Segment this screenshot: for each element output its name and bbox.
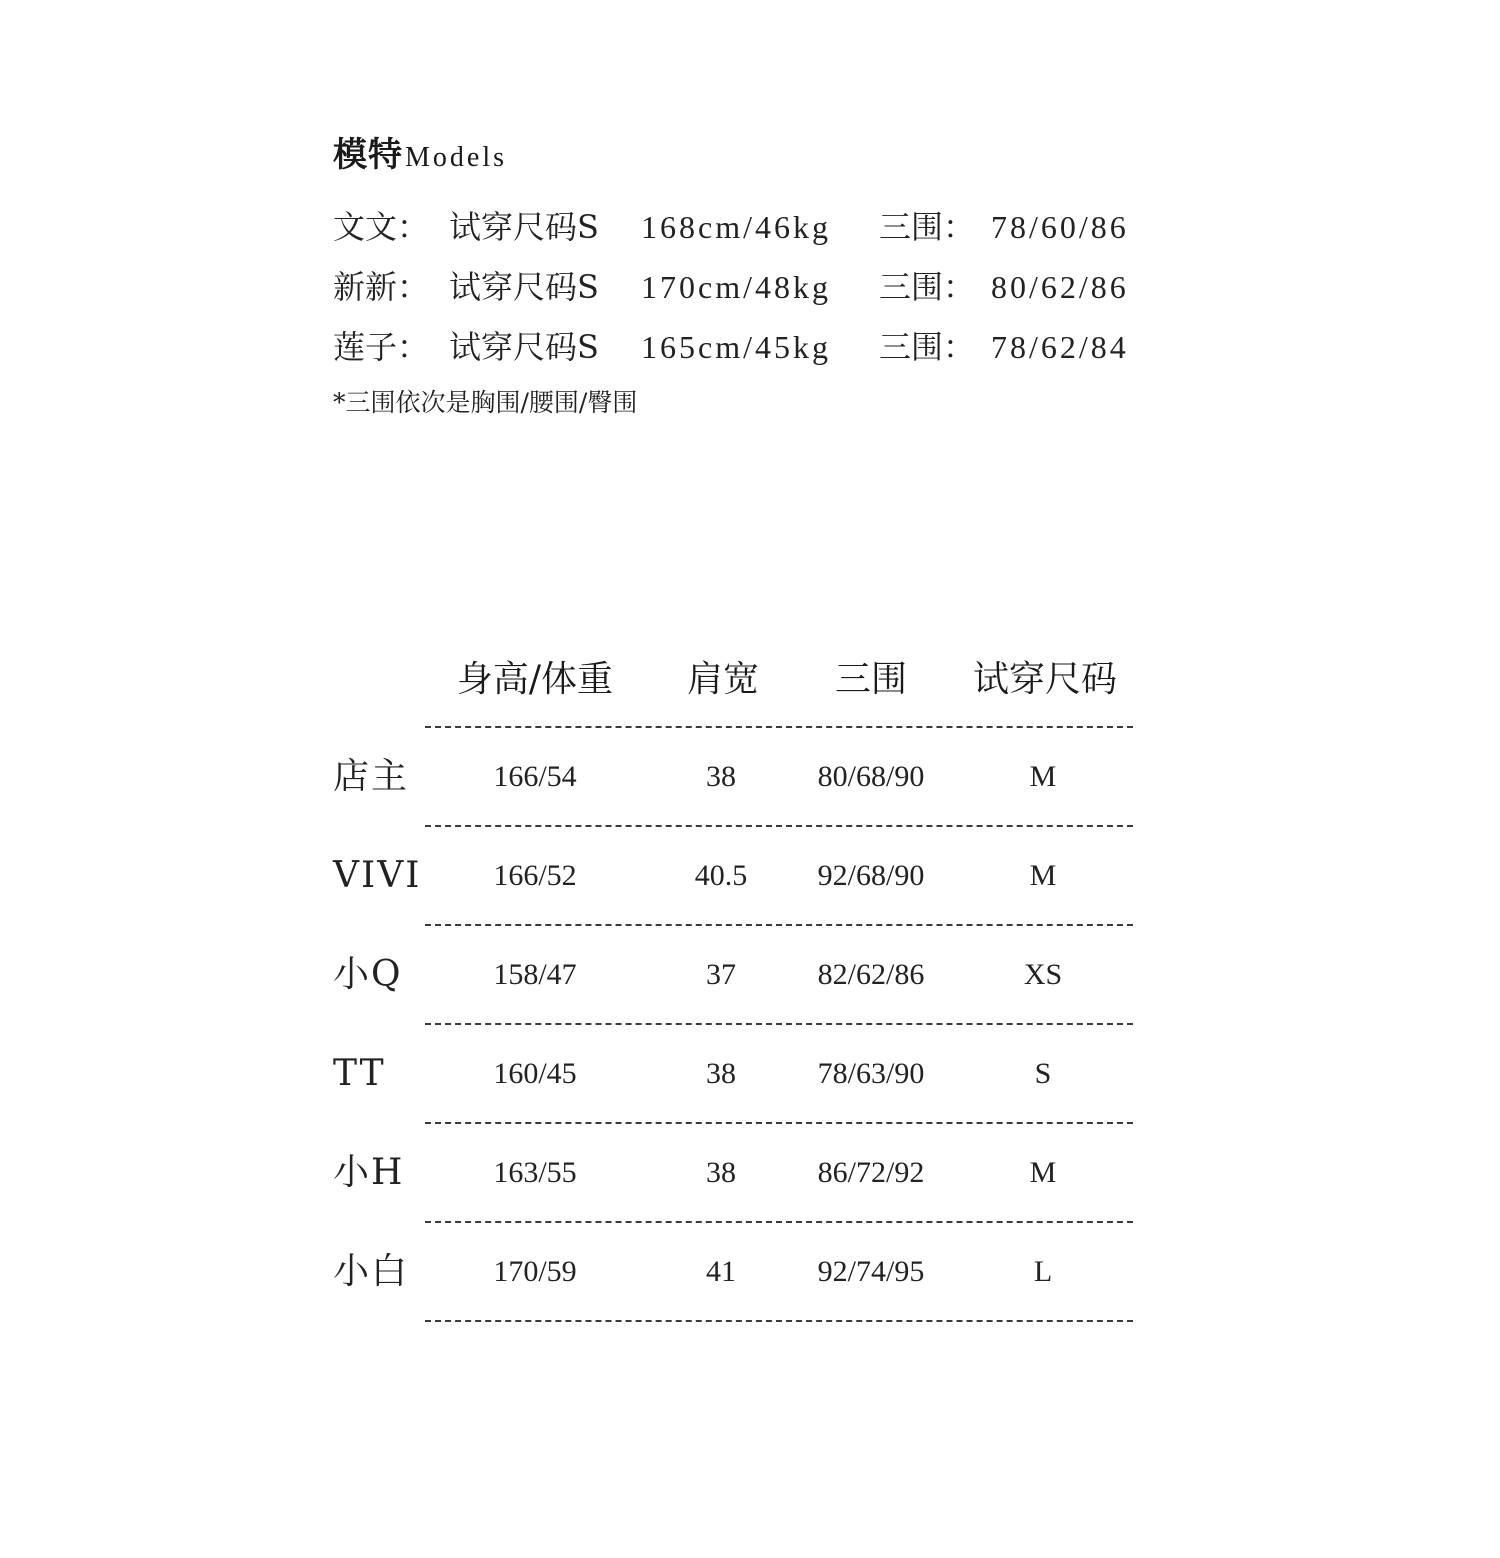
row-name: 店主 xyxy=(333,756,410,797)
model-size: 试穿尺码S xyxy=(449,328,599,366)
row-height-weight: 166/52 xyxy=(493,859,577,892)
row-size: M xyxy=(1029,1156,1057,1189)
row-measurements: 80/68/90 xyxy=(817,760,925,793)
header-size: 试穿尺码 xyxy=(972,659,1117,700)
measurements-note: *三围依次是胸围/腰围/臀围 xyxy=(333,388,638,417)
row-name: 小白 xyxy=(333,1251,410,1292)
row-name: 小H xyxy=(333,1152,405,1193)
model-name: 莲子： xyxy=(333,328,430,366)
model-name: 新新： xyxy=(333,268,430,306)
model-size: 试穿尺码S xyxy=(449,268,599,306)
row-height-weight: 166/54 xyxy=(493,760,577,793)
row-height-weight: 170/59 xyxy=(493,1255,577,1288)
model-height-weight: 170cm/48kg xyxy=(641,269,831,305)
table-row xyxy=(333,728,1133,825)
models-title xyxy=(333,130,1193,180)
model-height-weight: 168cm/46kg xyxy=(641,209,831,245)
row-shoulder: 38 xyxy=(706,1156,736,1189)
models-title-en: Models xyxy=(405,142,507,173)
table-row xyxy=(333,1223,1133,1320)
model-measurements: 78/60/86 xyxy=(991,209,1129,245)
row-shoulder: 38 xyxy=(706,1057,736,1090)
row-height-weight: 158/47 xyxy=(493,958,577,991)
model-measurements: 78/62/84 xyxy=(991,329,1129,365)
row-shoulder: 41 xyxy=(706,1255,736,1288)
row-height-weight: 163/55 xyxy=(493,1156,577,1189)
models-list xyxy=(333,197,1193,377)
size-table xyxy=(333,640,1133,1322)
model-measurements-label: 三围： xyxy=(879,268,976,306)
models-title-zh: 模特 xyxy=(333,135,403,175)
row-measurements: 92/74/95 xyxy=(817,1255,925,1288)
row-measurements: 78/63/90 xyxy=(817,1057,925,1090)
header-height-weight: 身高/体重 xyxy=(456,659,614,700)
row-shoulder: 40.5 xyxy=(694,859,748,892)
row-size: M xyxy=(1029,760,1057,793)
row-measurements: 92/68/90 xyxy=(817,859,925,892)
model-line xyxy=(333,197,1193,257)
model-name: 文文： xyxy=(333,208,430,246)
dashed-divider xyxy=(425,1320,1133,1322)
models-section xyxy=(333,130,1193,423)
header-measurements: 三围 xyxy=(834,659,907,700)
row-height-weight: 160/45 xyxy=(493,1057,577,1090)
model-line xyxy=(333,257,1193,317)
row-measurements: 82/62/86 xyxy=(817,958,925,991)
row-size: S xyxy=(1034,1057,1052,1090)
model-size: 试穿尺码S xyxy=(449,208,599,246)
table-row xyxy=(333,1025,1133,1122)
row-name: VIVI xyxy=(333,855,422,896)
table-row xyxy=(333,827,1133,924)
row-size: L xyxy=(1033,1255,1053,1288)
model-line xyxy=(333,317,1193,377)
row-name: TT xyxy=(333,1053,386,1094)
row-shoulder: 37 xyxy=(706,958,736,991)
row-size: XS xyxy=(1023,958,1063,991)
row-name: 小Q xyxy=(333,954,403,995)
model-height-weight: 165cm/45kg xyxy=(641,329,831,365)
table-header xyxy=(333,640,1133,720)
table-row xyxy=(333,926,1133,1023)
row-measurements: 86/72/92 xyxy=(817,1156,925,1189)
table-row xyxy=(333,1124,1133,1221)
model-measurements: 80/62/86 xyxy=(991,269,1129,305)
row-size: M xyxy=(1029,859,1057,892)
model-measurements-label: 三围： xyxy=(879,208,976,246)
model-measurements-label: 三围： xyxy=(879,328,976,366)
header-shoulder: 肩宽 xyxy=(686,659,759,700)
row-shoulder: 38 xyxy=(706,760,736,793)
